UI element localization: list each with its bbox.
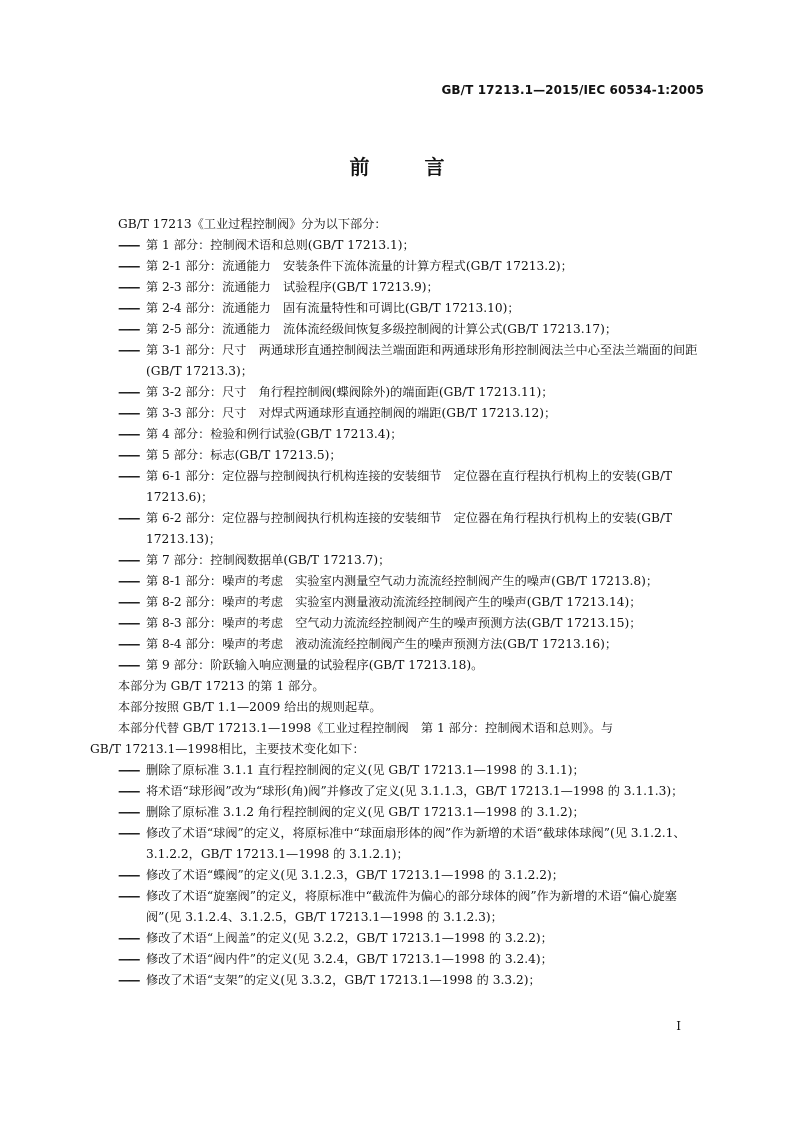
list-item: —— 第 5 部分：标志(GB/T 17213.5)； bbox=[90, 445, 706, 466]
list-item: —— 修改了术语“球阀”的定义，将原标准中“球面扇形体的阀”作为新增的术语“截球体球阀”(见 3.1.2.1、3.1.2.2，GB/T 17213.1—1998 的 3.1.2.1)； bbox=[90, 823, 706, 865]
list-item: —— 第 9 部分：阶跃输入响应测量的试验程序(GB/T 17213.18)。 bbox=[90, 655, 706, 676]
em-dash: —— bbox=[118, 889, 139, 903]
em-dash: —— bbox=[118, 868, 139, 882]
list-item: —— 第 8-3 部分：噪声的考虑 空气动力流流经控制阀产生的噪声预测方法(GB/T 17213.15)； bbox=[90, 613, 706, 634]
em-dash: —— bbox=[118, 637, 139, 651]
em-dash: —— bbox=[118, 511, 139, 525]
em-dash: —— bbox=[118, 322, 139, 336]
list-item: —— 将术语“球形阀”改为“球形(角)阀”并修改了定义(见 3.1.1.3，GB/T 17213.1—1998 的 3.1.1.3)； bbox=[90, 781, 706, 802]
em-dash: —— bbox=[118, 952, 139, 966]
em-dash: —— bbox=[118, 301, 139, 315]
replace-paragraph: 本部分代替 GB/T 17213.1—1998《工业过程控制阀 第 1 部分：控制阀术语和总则》。与 bbox=[118, 721, 614, 735]
em-dash: —— bbox=[118, 343, 139, 357]
em-dash: —— bbox=[118, 280, 139, 294]
replace-paragraph-continuation: GB/T 17213.1—1998相比，主要技术变化如下： bbox=[90, 742, 365, 756]
list-item: —— 第 1 部分：控制阀术语和总则(GB/T 17213.1)； bbox=[90, 235, 706, 256]
list-item: —— 第 8-1 部分：噪声的考虑 实验室内测量空气动力流流经控制阀产生的噪声(GB/T 17213.8)； bbox=[90, 571, 706, 592]
intro-paragraph: GB/T 17213《工业过程控制阀》分为以下部分： bbox=[118, 217, 387, 231]
em-dash: —— bbox=[118, 406, 139, 420]
list-item: —— 第 2-5 部分：流通能力 流体流经级间恢复多级控制阀的计算公式(GB/T 17213.17)； bbox=[90, 319, 706, 340]
list-item: —— 第 3-1 部分：尺寸 两通球形直通控制阀法兰端面距和两通球形角形控制阀法兰中心至法兰端面的间距(GB/T 17213.3)； bbox=[90, 340, 706, 382]
list-item: —— 第 3-2 部分：尺寸 角行程控制阀(蝶阀除外)的端面距(GB/T 17213.11)； bbox=[90, 382, 706, 403]
em-dash: —— bbox=[118, 427, 139, 441]
em-dash: —— bbox=[118, 658, 139, 672]
list-item: —— 第 2-3 部分：流通能力 试验程序(GB/T 17213.9)； bbox=[90, 277, 706, 298]
em-dash: —— bbox=[118, 259, 139, 273]
foreword-body bbox=[90, 214, 706, 991]
list-item: —— 第 4 部分：检验和例行试验(GB/T 17213.4)； bbox=[90, 424, 706, 445]
em-dash: —— bbox=[118, 826, 139, 840]
em-dash: —— bbox=[118, 574, 139, 588]
list-item: —— 第 3-3 部分：尺寸 对焊式两通球形直通控制阀的端距(GB/T 17213.12)； bbox=[90, 403, 706, 424]
list-item: —— 第 6-1 部分：定位器与控制阀执行机构连接的安装细节 定位器在直行程执行机构上的安装(GB/T 17213.6)； bbox=[90, 466, 706, 508]
em-dash: —— bbox=[118, 553, 139, 567]
list-item: —— 删除了原标准 3.1.1 直行程控制阀的定义(见 GB/T 17213.1—1998 的 3.1.1)； bbox=[90, 760, 706, 781]
em-dash: —— bbox=[118, 784, 139, 798]
standard-number: GB/T 17213.1—2015/IEC 60534-1:2005 bbox=[441, 83, 704, 97]
em-dash: —— bbox=[118, 763, 139, 777]
list-item: —— 修改了术语“旋塞阀”的定义，将原标准中“截流件为偏心的部分球体的阀”作为新增的术语“偏心旋塞阀”(见 3.1.2.4、3.1.2.5，GB/T 17213.1—1998 的 3.1.2.3)； bbox=[90, 886, 706, 928]
em-dash: —— bbox=[118, 448, 139, 462]
em-dash: —— bbox=[118, 238, 139, 252]
em-dash: —— bbox=[118, 616, 139, 630]
page-number: I bbox=[676, 1019, 681, 1033]
list-item: —— 删除了原标准 3.1.2 角行程控制阀的定义(见 GB/T 17213.1—1998 的 3.1.2)； bbox=[90, 802, 706, 823]
em-dash: —— bbox=[118, 973, 139, 987]
list-item: —— 第 6-2 部分：定位器与控制阀执行机构连接的安装细节 定位器在角行程执行机构上的安装(GB/T 17213.13)； bbox=[90, 508, 706, 550]
parts-list bbox=[90, 235, 706, 676]
list-item: —— 修改了术语“支架”的定义(见 3.3.2，GB/T 17213.1—1998 的 3.3.2)； bbox=[90, 970, 706, 991]
em-dash: —— bbox=[118, 595, 139, 609]
list-item: —— 修改了术语“上阀盖”的定义(见 3.2.2，GB/T 17213.1—1998 的 3.2.2)； bbox=[90, 928, 706, 949]
drafting-paragraph: 本部分按照 GB/T 1.1—2009 给出的规则起草。 bbox=[118, 700, 382, 714]
changes-list bbox=[90, 760, 706, 991]
list-item: —— 第 8-4 部分：噪声的考虑 液动流流经控制阀产生的噪声预测方法(GB/T 17213.16)； bbox=[90, 634, 706, 655]
page-title: 前 言 bbox=[349, 155, 469, 179]
list-item: —— 第 2-4 部分：流通能力 固有流量特性和可调比(GB/T 17213.10)； bbox=[90, 298, 706, 319]
list-item: —— 修改了术语“蝶阀”的定义(见 3.1.2.3，GB/T 17213.1—1998 的 3.1.2.2)； bbox=[90, 865, 706, 886]
part1-paragraph: 本部分为 GB/T 17213 的第 1 部分。 bbox=[118, 679, 325, 693]
em-dash: —— bbox=[118, 805, 139, 819]
em-dash: —— bbox=[118, 385, 139, 399]
em-dash: —— bbox=[118, 931, 139, 945]
list-item: —— 修改了术语“阀内件”的定义(见 3.2.4，GB/T 17213.1—1998 的 3.2.4)； bbox=[90, 949, 706, 970]
list-item: —— 第 8-2 部分：噪声的考虑 实验室内测量液动流流经控制阀产生的噪声(GB/T 17213.14)； bbox=[90, 592, 706, 613]
em-dash: —— bbox=[118, 469, 139, 483]
list-item: —— 第 2-1 部分：流通能力 安装条件下流体流量的计算方程式(GB/T 17213.2)； bbox=[90, 256, 706, 277]
list-item: —— 第 7 部分：控制阀数据单(GB/T 17213.7)； bbox=[90, 550, 706, 571]
